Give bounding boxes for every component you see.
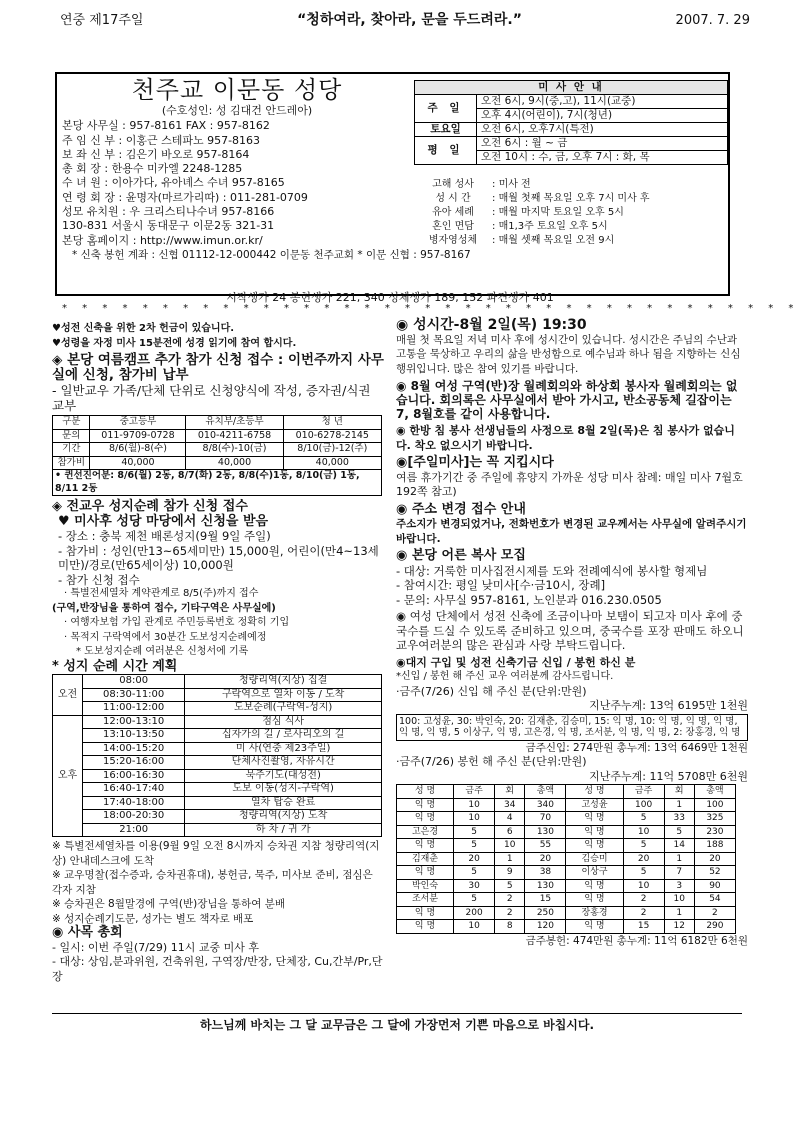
sched-key: 혼인 면담 [432,221,474,232]
table-row [397,893,736,907]
address-change-title: ◉ 주소 변경 접수 안내 [396,501,526,517]
altar-server-title: ◉ 본당 어른 복사 모집 [396,548,526,563]
fund-line: ·금주(7/26) 신입 해 주신 분(단위:만원) [396,684,587,698]
donation-cell: 1 [664,852,694,866]
women-meeting: ◉ 8월 여성 구역(반)장 월례회의와 하상회 봉사자 월례회의는 없습니다. 회의록은 사무실에서 받아 가시고, 반소공동체 길잡이는 7, 8월호를 같이 사용합니다. [396,379,738,421]
donation-cell: 55 [525,839,566,853]
donation-cell: 52 [694,866,735,880]
pilgrimage-line: * 도보성지순례 여러분은 신청서에 기록 [76,646,249,657]
holy-hour-text: 매월 첫 목요일 저녁 미사 후에 성시간이 있습니다. 성시간은 주님의 수난과 고통을 묵상하고 우리의 삶을 반성함으로 예수님과 하나 됨을 지향하는 신심 행위입니다. 많은 참여 있기를 바랍니다. [396,333,741,375]
donation-cell: 5 [623,839,664,853]
donation-cell: 성 명 [566,785,623,799]
footer-note: 하느님께 바치는 그 달 교무금은 그 달에 가장먼저 기쁜 마음으로 바칩시다. [199,1018,595,1032]
pilgrimage-timetable: 오전 08:00 청량리역(지상) 집결 08:30-11:00 구락역으로 열차 이동 / 도착 11:00-12:00 도보순례(구락역-성지) 오후 12:00-13:10 점심 식사 13:10-13:50 십자가의 길 / 로사리오의 길 14:00-15:20 미 사(연중 제23주일) 15:20-16:00 단체사진촬영, 자유시간 16:00-16:30 묵주기도(대성전) 16:40-17:40 도보 이동(성지-구락역) 17:40-18:00 열차 탑승 완료 18:00-20:30 청량리역(지상) 도착 21:00 하 차 / 귀 가 [52,674,382,837]
fund-sum: 금주신입: 274만원 총누계: 13억 6469만 1천원 [525,741,748,754]
pilgrimage-line: - 참가비 : 성인(만13~65세미만) 15,000원, 어린이(만4~13세미만)/경로(만65세이상) 10,000원 [58,543,379,572]
sched-key: 유아 세례 [432,207,474,218]
address-change-text: 주소지가 변경되었거나, 전화번호가 변경된 교우께서는 사무실에 알려주시기 바랍니다. [396,518,747,545]
homepage-link[interactable]: 본당 홈페이지 : http://www.imun.or.kr/ [62,233,263,247]
donation-cell: 5 [454,866,495,880]
donation-cell: 조서분 [397,893,454,907]
timeline-note: ※ 교우명찰(접수증과, 승차권휴대), 봉헌금, 묵주, 미사보 준비, 점심은 각자 지참 [52,869,373,896]
holy-hour-title: ◉ 성시간-8월 2일(목) 19:30 [396,317,587,333]
pilgrimage-line: - 장소 : 충북 제천 배론성지(9월 9일 주일) [58,529,271,543]
pilgrimage-sub: ♥ 미사후 성당 마당에서 신청을 받음 [58,513,269,529]
donation-cell: 54 [694,893,735,907]
donation-cell: 고성윤 [566,798,623,812]
contact-line: 주 임 신 부 : 이홍근 스테파노 957-8163 [62,133,261,147]
table-row [397,839,736,853]
donation-cell: 1 [495,852,525,866]
donation-cell: 34 [495,798,525,812]
sched-value: 미사 전 [498,179,531,190]
table-row [397,812,736,826]
donation-cell: 총액 [694,785,735,799]
donation-cell: 250 [525,906,566,920]
fund-note: *신입 / 봉헌 해 주신 교우 여러분께 감사드립니다. [396,671,614,682]
notice: ♥성전 신축을 위한 2차 헌금이 있습니다. [52,323,235,334]
table-row [397,920,736,934]
contact-line: 수 녀 원 : 이아가다, 유아녜스 수녀 957-8165 [62,176,285,190]
altar-server-line: - 문의: 사무실 957-8161, 노인분과 016.230.0505 [396,592,662,607]
donation-cell: 20 [454,852,495,866]
donation-cell: 2 [495,906,525,920]
donation-cell: 익 명 [397,920,454,934]
table-row [397,866,736,880]
pilgrimage-line: - 참가 신청 접수 [58,572,140,587]
issue-date: 2007. 7. 29 [675,12,750,28]
timeline-note: ※ 승차권은 8월말경에 구역(반)장님을 통하여 분배 [52,898,286,910]
camp-table: 구분 중고등부 유치부/초등부 청 년 문의 011-9709-0728 010-4211-6758 010-6278-2145 기간 8/6(월)-8(수) 8/8(수)-10(금) 8/10(금)-12(주) 참가비 40,000 40,000 40,000 • 퀸선진어분: 8/6(월) 2동, 8/7(화) 2동, 8/8(수)1동, 8/10(금) 1동, 8/11 2동 [52,415,382,496]
fund-line: 지난주누계: 11억 5708만 6천원 [589,769,748,783]
donation-header-row [397,785,736,799]
donation-cell: 10 [623,825,664,839]
donation-cell: 2 [623,906,664,920]
pilgrimage-title: ◈ 전교우 성지순례 참가 신청 접수 [52,499,248,514]
right-column [396,318,748,948]
donation-cell: 익 명 [566,920,623,934]
contact-line: 보 좌 신 부 : 김은기 바오로 957-8164 [62,147,250,161]
fund-line: ·금주(7/26) 봉헌 해 주신 분(단위:만원) [396,755,587,768]
camp-title: ◈ 본당 여름캠프 추가 참가 신청 접수 : 이번주까지 사무실에 신청, 참가비 납부 [52,352,384,383]
donation-cell: 익 명 [566,893,623,907]
donation-cell: 총액 [525,785,566,799]
donation-cell: 익 명 [566,812,623,826]
donation-cell: 회 [664,785,694,799]
altar-server-line: - 참여시간: 평일 낮미사[수·금10시, 장례] [396,578,606,592]
donation-cell: 10 [664,893,694,907]
contact-line: 총 회 장 : 한용수 미카엘 2248-1285 [62,162,243,176]
noodle-sale: ◉ 여성 단체에서 성전 신축에 조금이나마 보탬이 되고자 미사 후에 중국수를 드실 수 있도록 준비하고 있으며, 중국수를 포장 판매도 하오니 교우여러분의 많은 관심과 사랑 부탁드립니다. [396,609,744,652]
sunday-mass-title: ◉[주일미사]는 꼭 지킵시다 [396,455,554,470]
sched-value: 매월 첫째 목요일 오후 7시 미사 후 [498,193,650,204]
donation-cell: 30 [454,879,495,893]
contact-line: 130-831 서울시 동대문구 이문2동 321-31 [62,219,275,233]
donation-cell: 5 [664,825,694,839]
donation-cell: 9 [495,866,525,880]
donation-cell: 100 [694,798,735,812]
mass-schedule-table [414,80,728,165]
sched-key: 고해 성사 [432,179,474,190]
weekday-mass: 오전 10시 : 수, 금, 오후 7시 : 화, 목 [477,151,728,165]
donation-cell: 130 [525,879,566,893]
donation-cell: 김승미 [566,852,623,866]
sunday-label: 주 일 [415,95,477,123]
saturday-mass: 오전 6시, 오후7시(특전) [477,123,728,137]
donation-cell: 90 [694,879,735,893]
donation-cell: 4 [495,812,525,826]
donation-cell: 15 [623,920,664,934]
contact-line: 성모 유치원 : 우 크리스티나수녀 957-8166 [62,205,275,219]
donation-cell: 금주 [454,785,495,799]
donation-cell: 익 명 [397,812,454,826]
general-assembly-title: ◉ 사목 총회 [52,925,123,940]
donation-cell: 230 [694,825,735,839]
donation-cell: 340 [525,798,566,812]
donation-cell: 38 [525,866,566,880]
donation-cell: 김재춘 [397,852,454,866]
table-row [397,879,736,893]
sched-key: 병자영성체 [428,235,478,246]
donation-cell: 20 [623,852,664,866]
pilgrimage-line: · 특별전세열차 계약관계로 8/5(주)까지 접수 [64,588,259,599]
table-row [397,825,736,839]
parish-title: 천주교 이문동 성당 [131,76,343,104]
donation-cell: 장홍경 [566,906,623,920]
fund-title: ◉대지 구입 및 성전 신축기금 신입 / 봉헌 하신 분 [396,655,636,669]
donation-cell: 10 [495,839,525,853]
donation-cell: 5 [454,839,495,853]
donation-cell: 325 [694,812,735,826]
camp-note: • 퀸선진어분: 8/6(월) 2동, 8/7(화) 2동, 8/8(수)1동, 8/10(금) 1동, 8/11 2동 [53,470,382,496]
account-line: * 신축 봉헌 계좌 : 신협 01112-12-000442 이문동 천주교회 * 이문 신협 : 957-8167 [72,248,471,261]
footer-rule [52,1013,742,1014]
donation-cell: 5 [495,879,525,893]
donation-cell: 금주 [623,785,664,799]
contact-line: 연 령 회 장 : 윤명자(마르가리따) : 011-281-0709 [62,190,308,204]
donation-cell: 6 [495,825,525,839]
weekday-label: 평 일 [415,137,477,165]
patron-saint: (수호성인: 성 김대건 안드레아) [161,104,313,117]
timeline-note: ※ 특별전세열차를 이용(9월 9일 오전 8시까지 승차권 지참 청량리역(지상) 안내데스크에 도착 [52,840,380,867]
donation-cell: 188 [694,839,735,853]
donation-cell: 20 [694,852,735,866]
sched-value: 매월 마지막 토요일 오후 5시 [498,207,624,218]
donation-cell: 5 [623,866,664,880]
donation-cell: 10 [454,920,495,934]
donation-cell: 박인숙 [397,879,454,893]
donation-cell: 1 [664,798,694,812]
donation-cell: 5 [454,825,495,839]
donation-cell: 익 명 [397,906,454,920]
donation-sum: 금주봉헌: 474만원 총누계: 11억 6182만 6천원 [525,934,748,947]
donation-cell: 10 [623,879,664,893]
donation-cell: 익 명 [566,839,623,853]
timeline-note: ※ 성지순례기도문, 성가는 별도 책자로 배포 [52,912,254,925]
camp-sub: - 일반교우 가족/단체 단위로 신청양식에 작성, 증자권/식권 교부 [52,383,371,413]
sched-key: 성 시 간 [435,193,471,204]
table-row [397,798,736,812]
sched-value: 매1,3주 토요일 오후 5시 [498,221,608,232]
donation-cell: 100 [623,798,664,812]
donation-cell: 이상구 [566,866,623,880]
sunday-mass-text: 여름 휴가기간 중 주일에 휴양지 가까운 성당 미사 참례: 매일 미사 7월호 192쪽 참고) [396,470,743,498]
donation-cell: 1 [664,906,694,920]
left-column [52,322,384,984]
star-divider: * * * * * * * * * * * * * * * * * * * * * * * * * * * * * * * * * * * * * [62,303,799,314]
motto: “청하여라, 찾아라, 문을 두드려라.” [297,12,522,29]
weekday-mass: 오전 6시 : 월 ~ 금 [477,137,728,151]
pilgrimage-line: (구역,반장님을 통하여 접수, 기타구역은 사무실에) [52,602,276,614]
fund-donors: 100: 고성윤, 30: 박인숙, 20: 김재춘, 김승미, 15: 익 명, 10: 익 명, 익 명, 익 명, 익 명, 익 명, 5 이상구, 익 명, 고은경, 익 명, 조서분, 익 명, 익 명, 2: 장홍경, 익 명 [396,714,748,741]
donation-cell: 3 [664,879,694,893]
donation-cell: 익 명 [566,879,623,893]
donation-cell: 익 명 [566,825,623,839]
altar-server-line: - 대상: 거룩한 미사집전시제를 도와 전례예식에 봉사할 형제님 [396,563,708,578]
general-assembly-line: - 대상: 상임,분과위원, 건축위원, 구역장/반장, 단체장, Cu,간부/Pr,단장 [52,955,383,983]
donation-cell: 2 [495,893,525,907]
hymn-numbers: 시작생가 24 봉헌생가 221, 340 성체생가 189, 152 파견생가 401 [226,291,554,304]
donation-cell: 5 [623,812,664,826]
donation-cell: 120 [525,920,566,934]
donation-cell: 2 [694,906,735,920]
donation-cell: 20 [525,852,566,866]
pilgrimage-line: · 목적지 구락역에서 30분간 도보성지순례예정 [64,631,267,643]
fund-line: 지난주누계: 13억 6195만 1천원 [589,699,748,712]
table-row [397,906,736,920]
donation-cell: 5 [454,893,495,907]
donation-cell: 33 [664,812,694,826]
saturday-label: 토요일 [415,123,477,137]
table-row [397,852,736,866]
notice: ♥성령을 자정 미사 15분전에 성경 읽기에 참여 합시다. [52,337,297,349]
sunday-mass: 오후 4시(어린이), 7시(청년) [477,109,728,123]
donation-cell: 12 [664,920,694,934]
timeline-title: * 성지 순례 시간 계획 [52,658,178,674]
general-assembly-line: - 일시: 이번 주일(7/29) 11시 교중 미사 후 [52,940,259,954]
donation-cell: 익 명 [397,798,454,812]
donation-cell: 익 명 [397,839,454,853]
donation-cell: 7 [664,866,694,880]
pilgrimage-line: · 여행자보험 가입 관계로 주민등록번호 정확히 기입 [64,617,290,628]
donation-cell: 성 명 [397,785,454,799]
sacrament-schedule: 고해 성사 : 미사 전 성 시 간 : 매월 첫째 목요일 오후 7시 미사 후 유아 세례 : 매월 마지막 토요일 오후 5시 혼인 면담 : 매1,3주 토요일 오후 5시 병자영성체 : 매월 셋째 목요일 오전 9시 [414,178,728,248]
donation-cell: 고은경 [397,825,454,839]
donation-cell: 회 [495,785,525,799]
acupuncture-notice: ◉ 한방 침 봉사 선생님들의 사정으로 8월 2일(목)은 침 봉사가 없습니다. 착오 없으시기 바랍니다. [396,424,735,452]
donation-cell: 14 [664,839,694,853]
donation-cell: 200 [454,906,495,920]
donation-table [396,784,736,934]
donation-cell: 290 [694,920,735,934]
donation-cell: 15 [525,893,566,907]
mass-header: 미 사 안 내 [415,81,728,95]
donation-cell: 2 [623,893,664,907]
sched-value: 매월 셋째 목요일 오전 9시 [498,235,615,246]
donation-cell: 8 [495,920,525,934]
bulletin-header [60,10,750,32]
donation-cell: 10 [454,812,495,826]
donation-cell: 익 명 [397,866,454,880]
donation-cell: 70 [525,812,566,826]
donation-cell: 10 [454,798,495,812]
week-label: 연중 제17주일 [60,12,144,28]
donation-cell: 130 [525,825,566,839]
contact-line: 본당 사무실 : 957-8161 FAX : 957-8162 [62,119,270,133]
sunday-mass: 오전 6시, 9시(중,고), 11시(교중) [477,95,728,109]
